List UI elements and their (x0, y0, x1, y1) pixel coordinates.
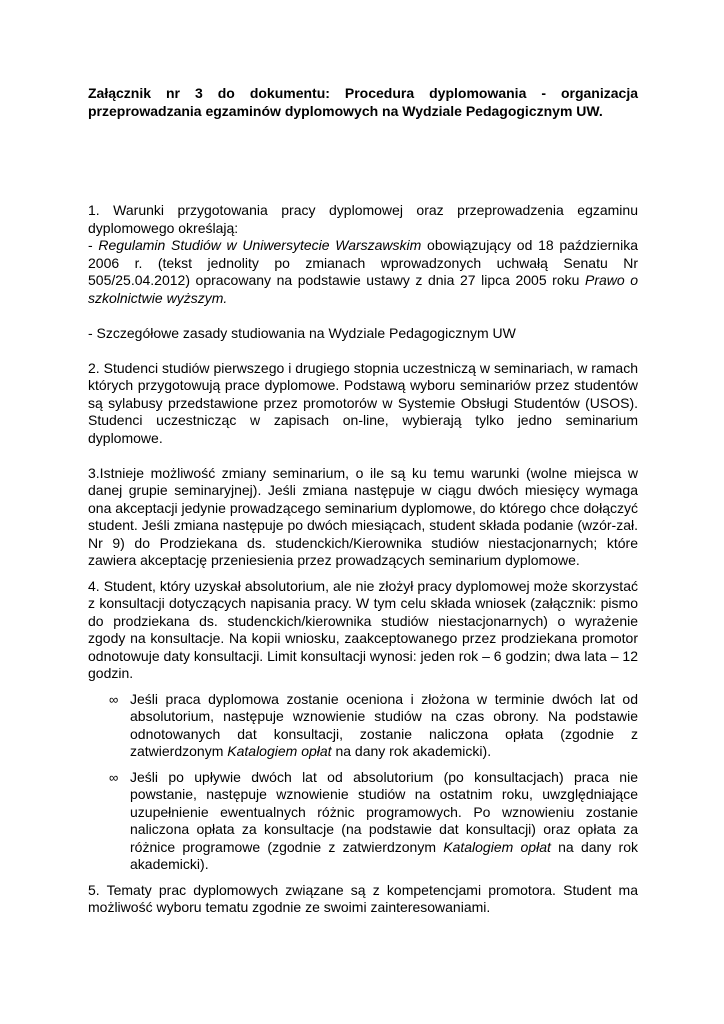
section-1-intro: 1. Warunki przygotowania pracy dyplomowej oraz przeprowadzenia egzaminu dyplomowego określają: (88, 202, 638, 236)
section-1 (88, 202, 638, 342)
infinity-bullet-icon: ∞ (109, 769, 119, 785)
section-4 (88, 578, 638, 874)
section-4-bullet-list (88, 691, 638, 874)
list-item (88, 691, 638, 761)
document-header (88, 84, 638, 120)
bullet-text: Jeśli praca dyplomowa zostanie oceniona i złożona w terminie dwóch lat od absolutorium, następuje wznowienie studiów na czas obrony. Na podstawie odnotowanych dat konsultacji, zostanie naliczona opłata (zgodnie z zatwierdzonym (130, 690, 638, 759)
bullet-text-end: na dany rok akademicki). (130, 838, 638, 872)
section-1-detailed-rules: - Szczegółowe zasady studiowania na Wydziale Pedagogicznym UW (88, 324, 516, 341)
infinity-bullet-icon: ∞ (109, 691, 119, 707)
document-body (88, 202, 638, 917)
section-4-text: 4. Student, który uzyskał absolutorium, ale nie złożył pracy dyplomowej może skorzystać z konsultacji dotyczących napisania pracy. W tym celu składa wniosek (załącznik: pismo do prodziekana ds. studenckich/kierownika studiów niestacjonarnych) o wyrażenie zgody na konsultacje. Na kopii wniosku, zaakceptowanego przez prodziekana promotor odnotowuje daty konsultacji. Limit konsultacji wynosi: jeden rok – 6 godzin; dwa lata – 12 godzin. (88, 577, 638, 681)
section-1-regulation (88, 237, 638, 307)
item-prefix: - (88, 237, 99, 253)
section-2: 2. Studenci studiów pierwszego i drugiego stopnia uczestniczą w seminariach, w ramach których przygotowują prace dyplomowe. Podstawą wyboru seminariów przez studentów są sylabusy przedstawione przez promotorów w Systemie Obsługi Studentów (USOS). Studenci uczestnicząc w zapisach on-line, wybierają tylko jedno seminarium dyplomowe. (88, 359, 638, 446)
bullet-text: Jeśli po upływie dwóch lat od absolutorium (po konsultacjach) praca nie powstanie, następuje wznowienie studiów na ostatnim roku, uwzględniające uzupełnienie ewentualnych różnic programowych. Po wznowieniu zostanie naliczona opłata za konsultacje (na podstawie dat konsultacji) oraz opłata za różnice programowe (zgodnie z zatwierdzonym (130, 768, 638, 855)
fee-catalog-name: Katalogiem opłat (443, 838, 551, 855)
regulation-name: Regulamin Studiów w Uniwersytecie Warszawskim (98, 237, 422, 253)
regulation-details: obowiązujący od 18 października 2006 r. (tekst jednolity po zmianach wprowadzonych uchwałą Senatu Nr 505/25.04.2012) opracowany na podstawie ustawy z dnia 27 lipca 2005 roku (88, 237, 638, 288)
document-title: Załącznik nr 3 do dokumentu: Procedura dyplomowania - organizacja przeprowadzania egzaminów dyplomowych na Wydziale Pedagogicznym UW. (88, 85, 638, 119)
section-5: 5. Tematy prac dyplomowych związane są z kompetencjami promotora. Student ma możliwość wyboru tematu zgodnie ze swoimi zainteresowaniami. (88, 881, 638, 915)
act-name: Prawo o szkolnictwie wyższym. (88, 272, 639, 306)
list-item (88, 769, 638, 874)
fee-catalog-name: Katalogiem opłat (227, 743, 332, 759)
section-3: 3.Istnieje możliwość zmiany seminarium, o ile są ku temu warunki (wolne miejsca w danej grupie seminaryjnej). Jeśli zmiana następuje w ciągu dwóch miesięcy wymaga ona akceptacji jedynie prowadzącego seminarium dyplomowe, do którego chce dołączyć student. Jeśli zmiana następuje po dwóch miesiącach, student składa podanie (wzór-zał. Nr 9) do Prodziekana ds. studenckich/Kierownika studiów niestacjonarnych; które zawiera akceptację przeniesienia przez prowadzących seminarium dyplomowe. (88, 464, 638, 568)
bullet-text-end: na dany rok akademicki). (331, 743, 492, 759)
